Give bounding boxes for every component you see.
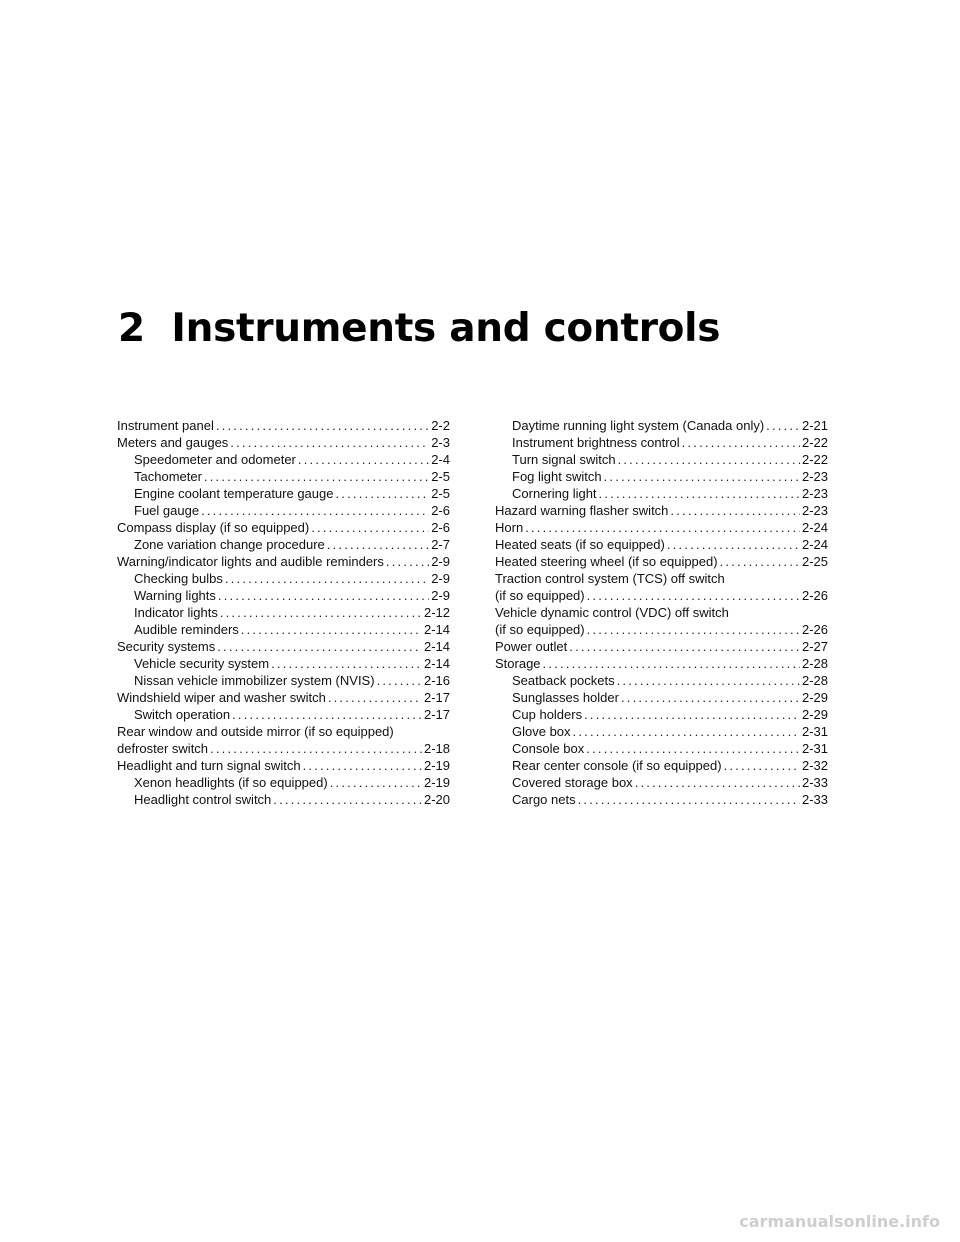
toc-entry[interactable] (495, 791, 828, 808)
chapter-title (118, 306, 720, 351)
toc-entry[interactable] (117, 621, 450, 638)
toc-entry-title: Storage (495, 656, 541, 671)
toc-entry-title: Warning lights (134, 588, 216, 603)
toc-entry-title: Rear center console (if so equipped) (512, 758, 722, 773)
toc-entry[interactable] (117, 519, 450, 536)
toc-entry[interactable] (495, 706, 828, 723)
dot-leader (587, 587, 800, 604)
toc-entry-page: 2-24 (801, 537, 828, 552)
dot-leader (225, 570, 429, 587)
dot-leader (720, 553, 800, 570)
toc-entry[interactable] (117, 604, 450, 621)
toc-entry-title: Turn signal switch (512, 452, 616, 467)
toc-entry-title: Instrument brightness control (512, 435, 680, 450)
chapter-number: 2 (118, 306, 145, 351)
toc-entry[interactable] (117, 502, 450, 519)
toc-entry-title-line: Traction control system (TCS) off switch (495, 571, 725, 586)
toc-entry-page: 2-23 (801, 486, 828, 501)
toc-entry-title-line: Vehicle dynamic control (VDC) off switch (495, 605, 729, 620)
dot-leader (587, 621, 800, 638)
toc-entry-title: Horn (495, 520, 524, 535)
toc-entry-title: (if so equipped) (495, 622, 585, 637)
toc-entry-title: Headlight and turn signal switch (117, 758, 301, 773)
toc-entry[interactable] (495, 502, 828, 519)
toc-entry-page: 2-27 (801, 639, 828, 654)
toc-entry-page: 2-12 (423, 605, 450, 620)
toc-entry-title: Xenon headlights (if so equipped) (134, 775, 328, 790)
dot-leader (210, 740, 422, 757)
toc-entry[interactable] (495, 689, 828, 706)
toc-entry-title: Power outlet (495, 639, 568, 654)
toc-entry[interactable] (117, 553, 450, 570)
dot-leader (621, 689, 800, 706)
toc-entry-title: Switch operation (134, 707, 231, 722)
dot-leader (328, 689, 422, 706)
toc-entry-title: Nissan vehicle immobilizer system (NVIS) (134, 673, 375, 688)
dot-leader (273, 791, 422, 808)
toc-entry[interactable] (495, 740, 828, 757)
toc-entry-page: 2-2 (431, 418, 450, 433)
toc-entry-title: Security systems (117, 639, 216, 654)
toc-entry[interactable] (117, 417, 450, 434)
dot-leader (230, 434, 429, 451)
dot-leader (604, 468, 800, 485)
toc-entry-page: 2-26 (801, 622, 828, 637)
dot-leader (586, 740, 800, 757)
toc-entry-title: Warning/indicator lights and audible reminders (117, 554, 384, 569)
toc-entry-title: Compass display (if so equipped) (117, 520, 310, 535)
chapter-name: Instruments and controls (171, 306, 721, 351)
toc-entry-page: 2-9 (431, 554, 450, 569)
toc-entry-title: Tachometer (134, 469, 202, 484)
dot-leader (220, 604, 422, 621)
dot-leader (670, 502, 800, 519)
dot-leader (232, 706, 422, 723)
dot-leader (569, 638, 800, 655)
dot-leader (525, 519, 800, 536)
toc-entry[interactable] (495, 417, 828, 434)
toc-entry[interactable] (117, 757, 450, 774)
toc-entry[interactable] (495, 485, 828, 502)
toc-entry-page: 2-29 (801, 690, 828, 705)
toc-entry[interactable] (117, 706, 450, 723)
toc-entry-page: 2-33 (801, 792, 828, 807)
toc-entry-title: Headlight control switch (134, 792, 272, 807)
toc-entry-title: Hazard warning flasher switch (495, 503, 669, 518)
dot-leader (618, 451, 800, 468)
toc-entry[interactable] (495, 655, 828, 672)
toc-entry-page: 2-9 (431, 588, 450, 603)
toc-entry-page: 2-21 (801, 418, 828, 433)
toc-entry-title: Daytime running light system (Canada only) (512, 418, 765, 433)
dot-leader (298, 451, 429, 468)
toc-entry-page: 2-19 (423, 775, 450, 790)
dot-leader (543, 655, 800, 672)
toc-entry[interactable] (495, 451, 828, 468)
dot-leader (635, 774, 800, 791)
dot-leader (330, 774, 422, 791)
toc-entry-page: 2-25 (801, 554, 828, 569)
toc-entry-page: 2-17 (423, 707, 450, 722)
toc-entry-title: Console box (512, 741, 585, 756)
toc-entry-title: Fog light switch (512, 469, 602, 484)
toc-entry-page: 2-5 (431, 486, 450, 501)
toc-entry[interactable] (495, 604, 828, 638)
toc-entry[interactable] (495, 774, 828, 791)
toc-entry-page: 2-28 (801, 656, 828, 671)
toc-entry[interactable] (495, 723, 828, 740)
toc-entry-title: Windshield wiper and washer switch (117, 690, 326, 705)
toc-entry[interactable] (117, 774, 450, 791)
dot-leader (311, 519, 429, 536)
toc-entry-title: Heated seats (if so equipped) (495, 537, 665, 552)
toc-entry[interactable] (495, 536, 828, 553)
toc-entry[interactable] (117, 587, 450, 604)
dot-leader (682, 434, 800, 451)
toc-entry-title: Instrument panel (117, 418, 214, 433)
dot-leader (386, 553, 429, 570)
toc-entry-page: 2-16 (423, 673, 450, 688)
toc-entry-page: 2-14 (423, 622, 450, 637)
toc-entry-title: Sunglasses holder (512, 690, 619, 705)
dot-leader (578, 791, 800, 808)
toc-entry-page: 2-23 (801, 503, 828, 518)
watermark: carmanualsonline.info (739, 1212, 940, 1231)
toc-entry-page: 2-33 (801, 775, 828, 790)
toc-entry-title: Zone variation change procedure (134, 537, 325, 552)
toc-right-column (495, 417, 828, 808)
dot-leader (667, 536, 800, 553)
toc-entry[interactable] (495, 757, 828, 774)
toc-entry-title: Speedometer and odometer (134, 452, 296, 467)
dot-leader (573, 723, 800, 740)
toc-entry-page: 2-29 (801, 707, 828, 722)
toc-entry[interactable] (495, 434, 828, 451)
toc-entry-page: 2-28 (801, 673, 828, 688)
toc-entry-title: defroster switch (117, 741, 209, 756)
toc-entry-page: 2-14 (423, 656, 450, 671)
toc-entry-page: 2-31 (801, 741, 828, 756)
dot-leader (724, 757, 800, 774)
toc-entry-title: Glove box (512, 724, 571, 739)
toc-entry[interactable] (117, 434, 450, 451)
toc-entry-title: Audible reminders (134, 622, 239, 637)
toc-entry-title: Engine coolant temperature gauge (134, 486, 334, 501)
dot-leader (303, 757, 422, 774)
toc-entry-page: 2-6 (431, 503, 450, 518)
toc-entry-page: 2-3 (431, 435, 450, 450)
toc-entry-title: Fuel gauge (134, 503, 200, 518)
toc-entry-title: Cargo nets (512, 792, 576, 807)
toc-entry[interactable] (117, 468, 450, 485)
toc-entry[interactable] (117, 723, 450, 757)
toc-entry[interactable] (495, 570, 828, 604)
dot-leader (201, 502, 429, 519)
toc-entry[interactable] (495, 553, 828, 570)
toc-entry[interactable] (495, 638, 828, 655)
toc-entry-title: Cornering light (512, 486, 597, 501)
dot-leader (584, 706, 800, 723)
dot-leader (599, 485, 800, 502)
dot-leader (218, 587, 429, 604)
toc-entry[interactable] (117, 451, 450, 468)
toc-entry-page: 2-5 (431, 469, 450, 484)
toc-entry-title: Indicator lights (134, 605, 218, 620)
dot-leader (327, 536, 429, 553)
toc-entry[interactable] (117, 689, 450, 706)
toc-entry[interactable] (117, 536, 450, 553)
toc-entry-page: 2-32 (801, 758, 828, 773)
toc-entry-page: 2-22 (801, 435, 828, 450)
toc-entry[interactable] (117, 570, 450, 587)
toc-entry-page: 2-19 (423, 758, 450, 773)
toc-entry-page: 2-23 (801, 469, 828, 484)
toc-entry-page: 2-17 (423, 690, 450, 705)
toc-entry[interactable] (495, 672, 828, 689)
toc-entry-title: Covered storage box (512, 775, 633, 790)
dot-leader (216, 417, 429, 434)
toc-entry[interactable] (495, 519, 828, 536)
toc-entry-page: 2-26 (801, 588, 828, 603)
toc-entry-title-line: Rear window and outside mirror (if so equipped) (117, 724, 394, 739)
toc-entry-title: (if so equipped) (495, 588, 585, 603)
dot-leader (204, 468, 429, 485)
toc-entry-page: 2-6 (431, 520, 450, 535)
toc-entry[interactable] (117, 638, 450, 655)
toc-entry-page: 2-31 (801, 724, 828, 739)
dot-leader (271, 655, 422, 672)
toc-entry[interactable] (117, 672, 450, 689)
toc-entry-page: 2-18 (423, 741, 450, 756)
toc-entry-page: 2-4 (431, 452, 450, 467)
toc-entry[interactable] (117, 791, 450, 808)
dot-leader (766, 417, 800, 434)
toc-entry[interactable] (117, 655, 450, 672)
toc-entry-title: Seatback pockets (512, 673, 615, 688)
toc-entry-title: Vehicle security system (134, 656, 270, 671)
toc-entry-page: 2-14 (423, 639, 450, 654)
toc-entry-page: 2-22 (801, 452, 828, 467)
toc-entry[interactable] (495, 468, 828, 485)
toc-entry-page: 2-7 (431, 537, 450, 552)
toc-left-column (117, 417, 450, 808)
toc-entry-title: Heated steering wheel (if so equipped) (495, 554, 718, 569)
toc-entry-title: Checking bulbs (134, 571, 223, 586)
toc-entry-page: 2-9 (431, 571, 450, 586)
toc-entry[interactable] (117, 485, 450, 502)
toc-entry-page: 2-24 (801, 520, 828, 535)
dot-leader (617, 672, 800, 689)
dot-leader (217, 638, 422, 655)
dot-leader (241, 621, 422, 638)
toc-entry-title: Cup holders (512, 707, 583, 722)
dot-leader (335, 485, 429, 502)
toc-entry-page: 2-20 (423, 792, 450, 807)
dot-leader (377, 672, 422, 689)
toc-entry-title: Meters and gauges (117, 435, 229, 450)
